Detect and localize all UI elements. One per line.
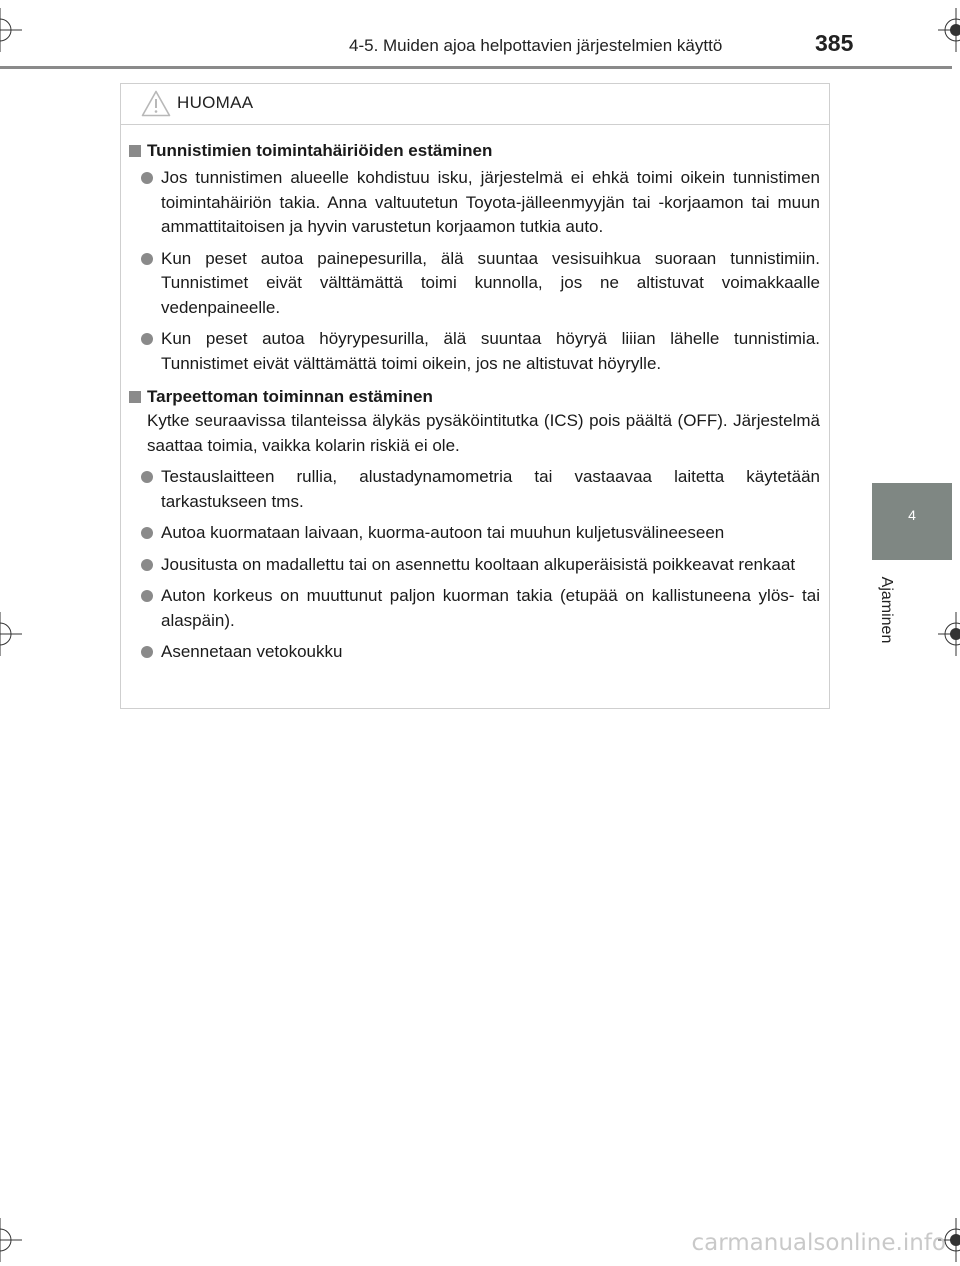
square-bullet-icon [129,145,141,157]
section-heading-text: Tarpeettoman toiminnan estäminen [147,387,433,406]
circle-bullet-icon [141,527,153,539]
list-item [129,465,820,514]
square-bullet-icon [129,391,141,403]
list-item-text: Kun peset autoa höyrypesurilla, älä suuntaa höyryä liiian lähelle tunnistimia. Tunnistimet eivät välttämättä toimi oikein, jos ne altistuvat höyrylle. [161,329,820,373]
section-intro: Kytke seuraavissa tilanteissa älykäs pysäköintitutka (ICS) pois päältä (OFF). Järjestelmä saattaa toimia, vaikka kolarin riskiä ei ole. [147,411,820,455]
list-item-text: Kun peset autoa painepesurilla, älä suuntaa vesisuihkua suoraan tunnistimiin. Tunnistimet eivät välttämättä toimi kunnolla, jos ne altistuvat voimakkaalle vedenpaineelle. [161,248,820,317]
list-item [129,553,820,578]
circle-bullet-icon [141,646,153,658]
circle-bullet-icon [141,590,153,602]
section-heading-text: Tunnistimien toimintahäiriöiden estäminen [147,141,493,160]
registration-mark-mid-right [934,612,960,656]
circle-bullet-icon [141,333,153,345]
section-title: 4-5. Muiden ajoa helpottavien järjestelmien käyttö [349,36,723,55]
registration-mark-mid-left [0,612,32,656]
chapter-tab [872,483,952,560]
circle-bullet-icon [141,559,153,571]
list-item-text: Jos tunnistimen alueelle kohdistuu isku, järjestelmä ei ehkä toimi oikein tunnistimen toimintahäiriön takia. Anna valtuutetun Toyota-jälleenmyyjän tai -korjaamon tai muun ammattitaitoisen ja hyvin varustetun korjaamon tutkia auto. [161,168,820,236]
circle-bullet-icon [141,471,153,483]
list-item [129,166,820,240]
chapter-label: Ajaminen [878,576,895,644]
list-item-text: Testauslaitteen rullia, alustadynamometria tai vastaavaa laitetta käytetään tarkastukseen tms. [161,467,820,511]
notice-box [120,83,830,709]
list-item [129,247,820,321]
notice-header [121,84,829,125]
list-item-text: Jousitusta on madallettu tai on asennettu kooltaan alkuperäisistä poikkeavat renkaat [161,554,796,574]
list-item-text: Autoa kuormataan laivaan, kuorma-autoon tai muuhun kuljetusvälineeseen [161,523,725,542]
list-item [129,584,820,633]
section-heading [129,385,820,409]
list-item [129,327,820,376]
chapter-number: 4 [908,507,916,523]
list-item-text: Auton korkeus on muuttunut paljon kuorman takia (etupää on kallistuneena ylös- tai alaspäin). [161,586,820,630]
header-rule [0,66,952,69]
notice-title: HUOMAA [177,93,254,112]
registration-mark-top-right [934,8,960,52]
page-number: 385 [815,30,854,56]
list-item [129,640,820,665]
watermark: carmanualsonline.info [691,1230,946,1256]
section-heading [129,139,820,163]
warning-triangle-icon [141,90,171,122]
chapter-label-container [868,570,904,650]
notice-body [121,125,829,665]
circle-bullet-icon [141,253,153,265]
list-item-text: Asennetaan vetokoukku [161,642,343,661]
registration-mark-top-left [0,8,32,52]
list-item [129,521,820,546]
registration-mark-bottom-left [0,1218,32,1262]
circle-bullet-icon [141,172,153,184]
